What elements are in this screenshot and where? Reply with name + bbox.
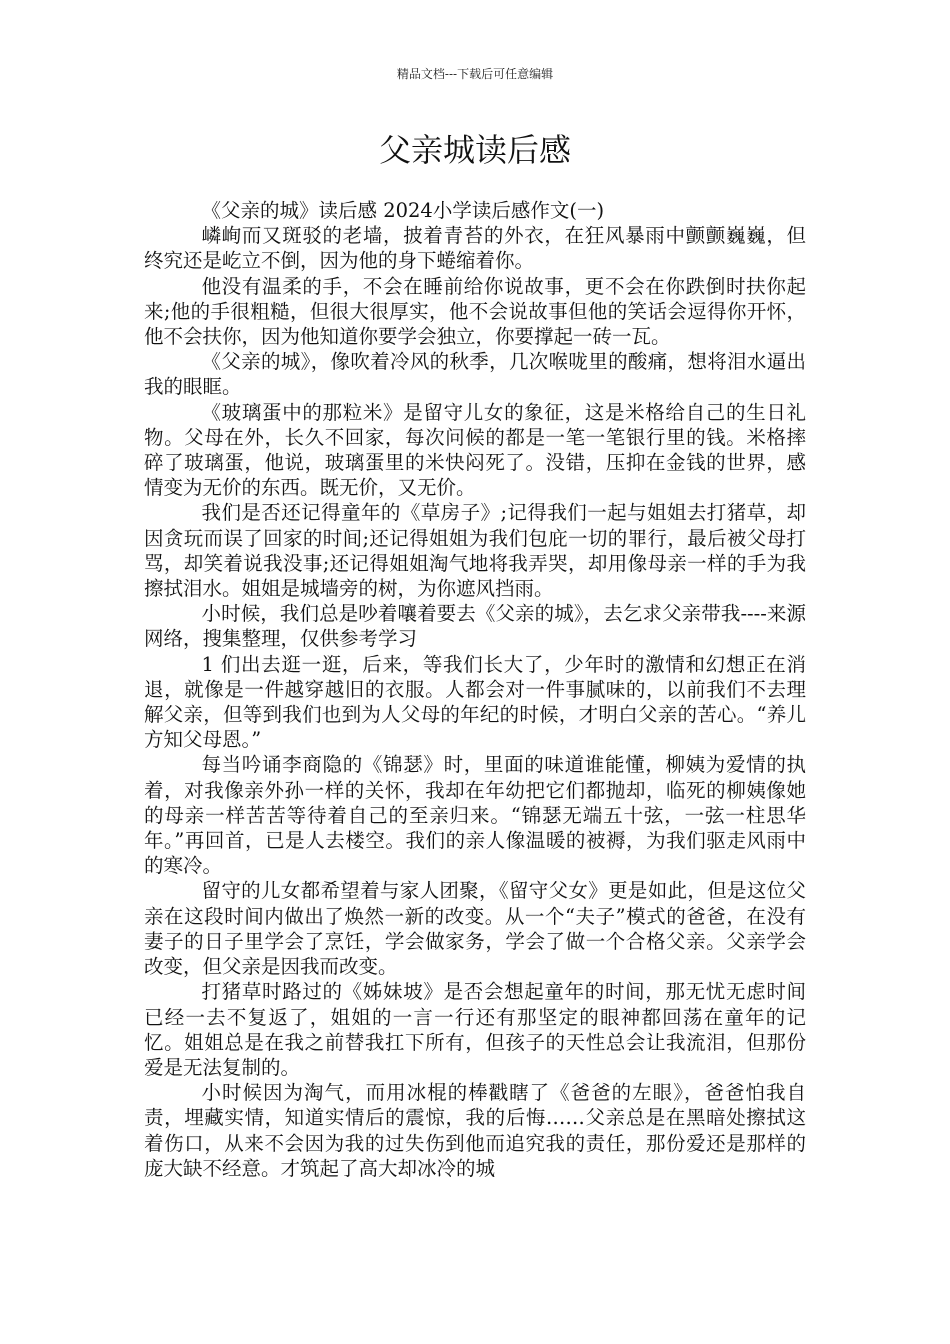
paragraph: 每当吟诵李商隐的《锦瑟》时，里面的味道谁能懂，柳姨为爱情的执着，对我像亲外孙一样的关怀，我却在年幼把它们都抛却，临死的柳姨像她的母亲一样苦苦等待着自己的至亲归来。“锦瑟无端五十弦，一弦一柱思华年。”再回首，已是人去楼空。我们的亲人像温暖的被褥，为我们驱走风雨中的寒冷。 <box>144 753 806 878</box>
paragraph: 小时候因为淘气，而用冰棍的棒戳瞎了《爸爸的左眼》，爸爸怕我自责，埋藏实情，知道实情后的震惊，我的后悔……父亲总是在黑暗处擦拭这着伤口，从来不会因为我的过失伤到他而追究我的责任，那份爱还是那样的庞大缺不经意。才筑起了高大却冰冷的城 <box>144 1081 806 1180</box>
paragraph: 留守的儿女都希望着与家人团聚，《留守父女》更是如此，但是这位父亲在这段时间内做出了焕然一新的改变。从一个“夫子”模式的爸爸，在没有妻子的日子里学会了烹饪，学会做家务，学会了做一个合格父亲。父亲学会改变，但父亲是因我而改变。 <box>144 879 806 979</box>
paragraph-subtitle: 《父亲的城》读后感 2024小学读后感作文(一) <box>201 199 605 222</box>
document-body <box>144 198 806 1181</box>
paragraph: 《玻璃蛋中的那粒米》是留守儿女的象征，这是米格给自己的生日礼物。父母在外，长久不回家，每次问候的都是一笔一笔银行里的钱。米格摔碎了玻璃蛋，他说，玻璃蛋里的米快闷死了。没错，压抑在金钱的世界，感情变为无价的东西。既无价，又无价。 <box>144 400 806 500</box>
page-header-note: 精品文档---下载后可任意编辑 <box>396 67 554 81</box>
paragraph: 小时候，我们总是吵着嚷着要去《父亲的城》，去乞求父亲带我----来源网络，搜集整理，仅供参考学习 <box>144 602 806 651</box>
document-title: 父亲城读后感 <box>378 131 571 169</box>
paragraph: 打猪草时路过的《姊妹坡》是否会想起童年的时间，那无忧无虑时间已经一去不复返了，姐姐的一言一行还有那坚定的眼神都回荡在童年的记忆。姐姐总是在我之前替我扛下所有，但孩子的天性总会让我流泪，但那份爱是无法复制的。 <box>144 980 806 1079</box>
paragraph: 《父亲的城》，像吹着冷风的秋季，几次喉咙里的酸痛，想将泪水逼出我的眼眶。 <box>144 350 806 399</box>
paragraph: 他没有温柔的手，不会在睡前给你说故事，更不会在你跌倒时扶你起来;他的手很粗糙，但很大很厚实，他不会说故事但他的笑话会逗得你开怀，他不会扶你，因为他知道你要学会独立，你要撑起一砖一瓦。 <box>144 274 806 349</box>
paragraph: 嶙峋而又斑驳的老墙，披着青苔的外衣，在狂风暴雨中颤颤巍巍，但终究还是屹立不倒，因为他的身下蜷缩着你。 <box>144 224 806 273</box>
paragraph: 1 们出去逛一逛，后来，等我们长大了，少年时的激情和幻想正在消退，就像是一件越穿越旧的衣服。人都会对一件事腻味的，以前我们不去理解父亲，但等到我们也到为人父母的年纪的时候，才明白父亲的苦心。“养儿方知父母恩。” <box>144 652 806 752</box>
paragraph: 我们是否还记得童年的《草房子》;记得我们一起与姐姐去打猪草，却因贪玩而误了回家的时间;还记得姐姐为我们包庇一切的罪行，最后被父母打骂，却笑着说我没事;还记得姐姐淘气地将我弄哭，却用像母亲一样的手为我擦拭泪水。姐姐是城墙旁的树，为你遮风挡雨。 <box>144 501 806 601</box>
